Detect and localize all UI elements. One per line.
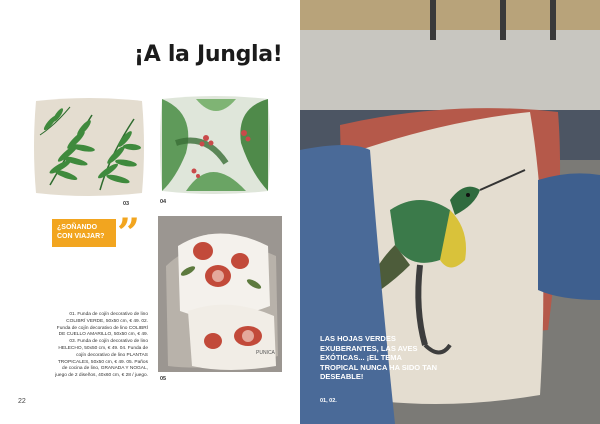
tropical-plants-pillow-photo [156,93,274,197]
tropical-theme-text: LAS HOJAS VERDES EXUBERANTES, LAS AVES EXÓTICAS... ¡EL TEMA TROPICAL NUNCA HA SIDO TAN DESEABLE! [320,334,438,381]
product-description: 01. Funda de cojín decorativo de lino COLIBRÍ VERDE, 50x50 cm, € 49. 02. Funda de cojín decorativo de lino COLIBRÍ DE CUELLO AMARILLO, 50x50 cm, € 49. 03. Funda de cojín decorativo de lino HELECHO, 50x50 cm, € 49. 04. Funda de cojín decorativo de lino PLANTAS TROPICALES, 50x50 cm, € 49. 05. Paños de cocina de lino, GRANADA Y NOGAL, juego de 2 diseños, 40x60 cm, € 28 / juego. [55,312,148,379]
quote-mark-icon: ” [117,210,141,257]
fern-pillow-photo [30,95,148,199]
caption-01-02: 01, 02. [320,398,337,404]
kitchen-towels-photo [158,216,282,372]
page-number: 22 [18,398,26,405]
caption-03: 03 [123,201,130,207]
caption-04: 04 [160,199,167,205]
dreaming-badge: ¿SOÑANDO CON VIAJAR? [52,219,116,247]
caption-05: 05 [160,376,167,382]
svg-text:PUNICA: PUNICA [256,350,275,356]
page-title: ¡A la Jungla! [134,42,283,67]
